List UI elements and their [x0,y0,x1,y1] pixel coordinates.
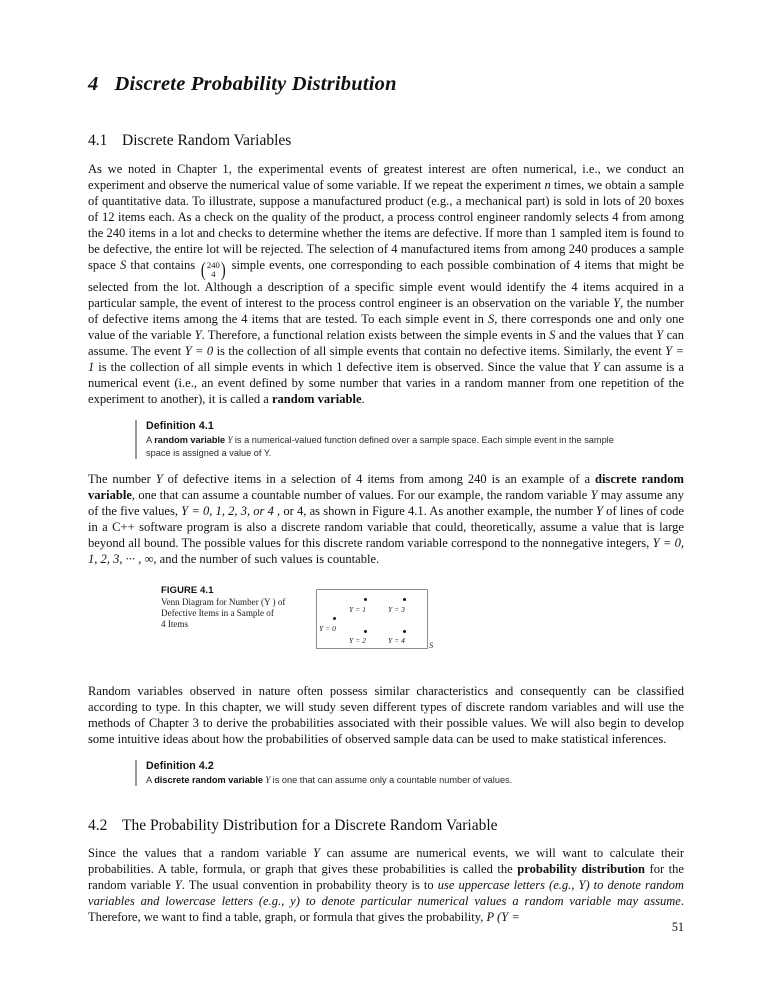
text-run: , or 4, as shown in Figure 4.1. As another example, the number [273,503,597,518]
chapter-title [88,72,684,97]
paragraph-classification: Random variables observed in nature often possess similar characteristics and consequently can be classified according to type. In this chapter, we will study seven different types of discrete random variables and will use the methods of Chapter 3 to derive the probabilities associated with their possible values. We will also begin to develop some intuitive ideas about how the probabilities of observed sample data can be used to make statistical inferences. [88,683,684,746]
math-var-Y: Y [590,487,598,502]
venn-point-label-1: Y = 3 [388,604,405,614]
section-heading-4-2 [88,816,684,835]
text-run: A [146,774,155,785]
text-run: is a numerical-valued function defined over a sample space. Each simple event in the sample space is assigned a value of Y. [146,435,614,458]
section-number-4-2: 4.2 [88,817,108,835]
definition-text [146,774,639,786]
chapter-title-text: Discrete Probability Distribution [114,73,397,95]
text-run: . [361,392,365,407]
paragraph-probability-distribution [88,845,684,925]
page-number: 51 [671,920,684,934]
text-run: of lines of code in a C++ software program is also a discrete random variable that could, theoretically, assume a value that is large beyond all bound. The possible values for this discrete random variable correspond to the nonnegative integers, [88,503,684,550]
text-run: can assume. The event [88,328,684,359]
section-number-4-1: 4.1 [88,131,108,149]
venn-point-3 [364,630,367,633]
text-run: Since the values that a random variable [88,846,313,861]
figure-caption-line-3: 4 Items [161,619,189,630]
text-run: of defective items in a selection of 4 items from among 240 is an example of a [162,471,595,486]
math-var-S: S [549,328,556,343]
text-run: is one that can assume only a countable number of values. [272,774,513,785]
math-var-Y: Y [656,328,664,343]
definition-text [146,434,639,458]
italic-convention-note: use uppercase letters (e.g., Y) to denote random variables and lowercase letters (e.g., y) to denote particular numerical values a random variable may assume [88,878,684,909]
text-run: is the collection of all simple events in which 1 defective item is observed. Since the value that [94,360,593,375]
chapter-number: 4 [88,73,99,95]
math-var-Y: Y [155,471,163,486]
binom-top: 240 [206,260,220,271]
paragraph-intro [88,161,684,408]
venn-point-label-4: Y = 4 [388,635,405,645]
text-run: As we noted in Chapter 1, the experimental events of greatest interest are often numerical, i.e., we conduct an experiment and observe the numerical value of some variable. If we repeat the experiment [88,161,684,192]
bold-term-probability-distribution: probability distribution [517,862,645,877]
venn-point-0 [364,598,367,601]
binom-stack [207,261,220,279]
bold-term-random-variable: random variable [271,392,362,407]
right-paren: ) [220,258,226,281]
definition-box-4-2 [135,760,639,786]
definition-box-4-1 [135,420,639,458]
section-title-4-2: The Probability Distribution for a Discrete Random Variable [122,817,498,835]
section-heading-4-1 [88,131,684,150]
figure-caption-line-2: Defective Items in a Sample of [161,608,274,619]
text-run: can assume is a numerical event (i.e., an event defined by some number that varies in a random manner from one repetition of the experiment to another), it is called a [88,360,684,407]
text-run: . The usual convention in probability theory is to [181,878,438,893]
figure-caption [161,585,321,630]
math-var-S: S [487,312,495,327]
text-run: . Therefore, we want to find a table, graph, or formula that gives the probability, [88,894,684,925]
math-expr-values-infinite: Y = 0, 1, 2, 3, ··· , ∞ [88,535,684,566]
text-run: The number [88,471,156,486]
left-paren: ( [201,258,206,281]
text-run: for the random variable [88,862,685,893]
math-expr-y-eq-0: Y = 0 [184,344,214,359]
math-expr-p-y-eq: P (Y = [486,910,520,925]
text-run: that contains [126,257,200,272]
math-var-Y: Y [592,360,600,375]
venn-point-label-3: Y = 2 [349,635,366,645]
math-var-S: S [119,257,127,272]
text-run: is the collection of all simple events that contain no defective items. Similarly, the event [213,344,666,359]
text-run: , there corresponds one and only one value of the variable [88,312,684,343]
paragraph-discrete-rv [88,471,684,567]
definition-title: Definition 4.1 [146,420,214,433]
figure-label: FIGURE 4.1 [161,583,214,595]
page-content [88,72,684,925]
text-run: A [146,435,155,446]
venn-point-2 [333,617,336,620]
section-title-4-1: Discrete Random Variables [122,131,292,149]
text-run: and the values that [555,328,657,343]
definition-term: random variable [154,435,226,446]
math-var-Y: Y [262,774,273,785]
venn-point-label-0: Y = 1 [349,604,366,614]
text-run: . Therefore, a functional relation exists between the simple events in [201,328,550,343]
text-run: may assume any of the five values, [88,487,684,518]
venn-point-4 [403,630,406,633]
figure-caption-line-1: Venn Diagram for Number (Y ) of [161,597,286,608]
text-run: can assume are numerical events, we will want to calculate their probabilities. A table, formula, or graph that gives these probabilities is called the [88,846,685,877]
math-var-Y: Y [312,846,320,861]
venn-point-label-2: Y = 0 [319,623,336,633]
text-run: , and the number of such values is countable. [153,551,380,566]
math-var-n: n [544,177,551,192]
definition-term: discrete random variable [154,774,263,785]
math-var-Y: Y [613,296,621,311]
math-var-Y: Y [194,328,202,343]
venn-point-1 [403,598,406,601]
venn-diagram [316,589,428,649]
bold-term-discrete-random-variable: discrete random variable [88,471,684,502]
math-expr-y-eq-1: Y = 1 [88,344,684,375]
text-run: simple events, one corresponding to each possible combination of 4 items that might be selected from the lot. Although a description of a specific simple event would identify the 4 items acquired in a particular sample, the event of interest to the process control engineer is an observation on the variable [88,257,685,311]
math-var-Y: Y [225,435,235,446]
text-run: times, we obtain a sample of quantitative data. To illustrate, suppose a manufactured product (e.g., a mechanical part) is sold in lots of 20 boxes of 12 items each. As a check on the quality of the product, a process control engineer randomly selects 4 from among the 240 items in a lot and checks to determine whether the items are defective. If more than 1 sampled item is found to be defective, the entire lot will be rejected. The selection of 4 manufactured items from among 240 produces a sample space [88,177,684,272]
figure-4-1 [88,583,684,669]
definition-title: Definition 4.2 [146,759,214,772]
sample-space-label: S [429,640,434,650]
math-expr-values: Y = 0, 1, 2, 3, or 4 [181,503,274,518]
math-var-Y: Y [596,503,603,518]
text-run: , one that can assume a countable number of values. For our example, the random variable [131,487,591,502]
text-run: , the number of defective items among the 4 items that are tested. To each simple event in [88,296,684,327]
binom-bottom: 4 [211,269,216,280]
math-var-Y: Y [174,878,182,893]
binomial-coefficient [200,258,226,281]
